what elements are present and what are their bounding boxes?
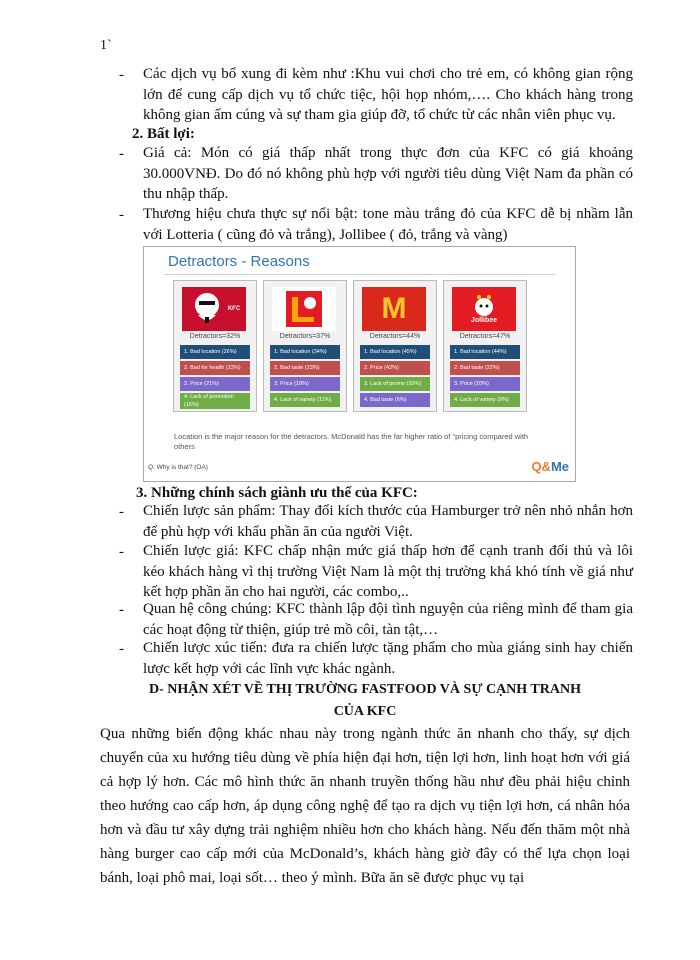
figure-note: Location is the major reason for the detractors. McDonald has the far higher ratio of "pricing compared with others <box>174 432 529 451</box>
figure-question: Q. Why is that? (OA) <box>148 464 208 471</box>
section-2-heading: 2. Bất lợi: <box>132 126 195 142</box>
bullet-marker: - <box>119 146 124 162</box>
jollibee-logo <box>452 287 516 331</box>
reason-bar: 1. Bad location (45%) <box>360 345 430 359</box>
advantages-extra-text: Các dịch vụ bổ xung đi kèm như :Khu vui chơi cho trẻ em, có không gian rộng lớn để cung cấp dịch vụ tổ chức tiệc, hội họp nhóm,…. Cho khách hàng trong không gian ấm cúng và sự tham gia giúp đỡ, tổ chức từ các nhân viên phục vụ. <box>143 66 633 123</box>
detractors-figure <box>143 246 576 482</box>
reason-bar: 2. Bad taste (23%) <box>270 361 340 375</box>
bullet-marker: - <box>119 602 124 618</box>
reason-bar: 4. Bad taste (6%) <box>360 393 430 407</box>
qandme-logo-part: Me <box>550 459 569 474</box>
jollibee-logo-text: Jollibee <box>470 316 498 324</box>
reason-bar: 2. Price (42%) <box>360 361 430 375</box>
bullet-marker: - <box>119 207 124 223</box>
qandme-logo <box>531 459 569 474</box>
reason-bar: 3. Lack of promo (10%) <box>360 377 430 391</box>
reason-bar: 4. Lack of variety (9%) <box>450 393 520 407</box>
colonel-icon <box>188 289 226 329</box>
lotteria-logo <box>272 287 336 331</box>
bullet-marker: - <box>119 641 124 657</box>
detractors-value: Detractors=47% <box>459 333 511 340</box>
reason-bar: 3. Price (10%) <box>450 377 520 391</box>
kfc-logo-text: KFC <box>227 306 241 312</box>
reason-bar: 3. Price (21%) <box>180 377 250 391</box>
brand-card-kfc <box>173 280 257 412</box>
section-d-heading-line: CỦA KFC <box>333 704 397 719</box>
lotteria-icon <box>284 289 324 329</box>
page-number: 1` <box>100 38 112 53</box>
mcdonalds-arches: M <box>381 292 407 325</box>
bullet-marker: - <box>119 544 124 560</box>
reason-bar: 4. Lack of promotion (16%) <box>180 393 250 409</box>
section-d-paragraph: Qua những biến động khác nhau này trong ngành thức ăn nhanh cho thấy, sự dịch chuyển của xu hướng tiêu dùng về phía hiện đại hơn, tiện lợi hơn, linh hoạt hơn với giá cả hợp lý hơn. Các mô hình thức ăn nhanh truyền thống hầu như đều phải hiệu chỉnh theo hướng cao cấp hơn, áp dụng công nghệ để tạo ra dịch vụ tiện lợi hơn, cá nhân hóa hơn và đầu tư xây dựng trải nghiệm nhiều hơn cho khách hàng. Nếu đến thăm một nhà hàng burger cao cấp mới của McDonald’s, khách hàng giờ đây có thể lựa chọn loại bánh, loại phô mai, loại sốt… theo ý mình. Bữa ăn sẽ được phục vụ tại <box>100 726 630 886</box>
brand-card-mcdonalds <box>353 280 437 412</box>
reason-bar: 1. Bad location (26%) <box>180 345 250 359</box>
section-d-heading-line: D- NHẬN XÉT VỀ THỊ TRƯỜNG FASTFOOD VÀ SỰ CẠNH TRANH <box>149 682 581 697</box>
section-d-heading <box>110 679 620 723</box>
reason-bar: 1. Bad location (34%) <box>270 345 340 359</box>
kfc-logo <box>182 287 246 331</box>
reason-bar: 4. Lack of variety (11%) <box>270 393 340 407</box>
mcdonalds-logo <box>362 287 426 331</box>
brand-card-jollibee <box>443 280 527 412</box>
reason-bar: 2. Bad taste (22%) <box>450 361 520 375</box>
section-3-item: Quan hệ công chúng: KFC thành lập đội tình nguyện của riêng mình để tham gia các hoạt động từ thiện, giúp trẻ mồ côi, tàn tật,… <box>143 601 633 638</box>
reason-bar: 1. Bad location (44%) <box>450 345 520 359</box>
section-3-heading: 3. Những chính sách giành ưu thế của KFC: <box>136 485 418 501</box>
bullet-marker: - <box>119 67 124 83</box>
reason-bar: 3. Price (18%) <box>270 377 340 391</box>
figure-divider <box>164 274 555 275</box>
detractors-value: Detractors=44% <box>369 333 421 340</box>
reason-bar: 2. Bad for health (23%) <box>180 361 250 375</box>
qandme-logo-part: Q& <box>531 459 551 474</box>
detractors-value: Detractors=37% <box>279 333 331 340</box>
section-2-item: Thương hiệu chưa thực sự nổi bật: tone màu trắng đỏ của KFC dễ bị nhầm lẫn với Lotteria ( cũng đỏ và trắng), Jollibee ( đỏ, trắng và vàng) <box>143 206 633 243</box>
figure-title: Detractors - Reasons <box>168 253 310 270</box>
section-3-item: Chiến lược sản phẩm: Thay đổi kích thước của Hamburger trở nên nhỏ nhắn hơn để phù hợp với khẩu phần ăn của người Việt. <box>143 503 633 540</box>
section-3-item: Chiến lược giá: KFC chấp nhận mức giá thấp hơn để cạnh tranh đối thủ và lôi kéo khách hàng vì thị trường Việt Nam là một thị trường khá khó tính về giá như kết hợp phần ăn cho hai người, các combo,.. <box>143 543 633 600</box>
section-3-item: Chiến lược xúc tiến: đưa ra chiến lược tặng phẩm cho mùa giáng sinh hay chiến lược kết hợp với các lĩnh vực khác ngành. <box>143 640 633 677</box>
detractors-value: Detractors=32% <box>189 333 241 340</box>
jollibee-bee-icon <box>471 295 497 317</box>
brand-card-lotteria <box>263 280 347 412</box>
section-2-item: Giá cả: Món có giá thấp nhất trong thực đơn của KFC có giá khoảng 30.000VNĐ. Do đó nó không phù hợp với người tiêu dùng Việt Nam đa phần có thu nhập thấp. <box>143 145 633 202</box>
bullet-marker: - <box>119 504 124 520</box>
